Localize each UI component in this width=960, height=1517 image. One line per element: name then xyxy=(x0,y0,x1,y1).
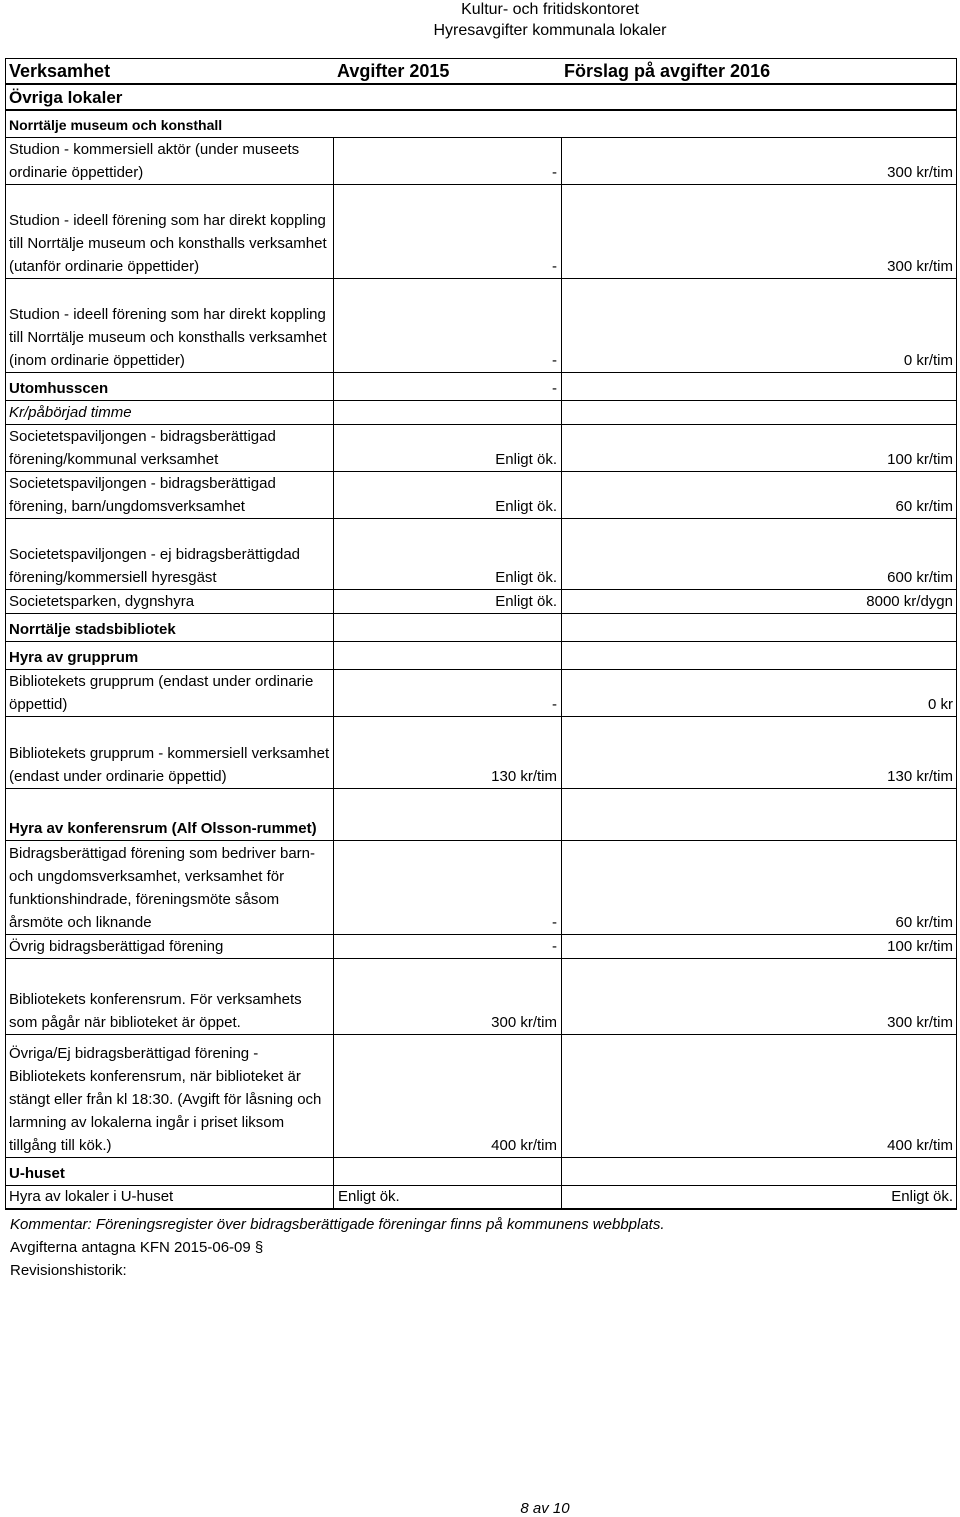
fee-2016: 0 kr/tim xyxy=(561,279,956,372)
fee-2016: Enligt ök. xyxy=(561,1186,956,1208)
table-row xyxy=(5,1186,957,1210)
fee-2016: 300 kr/tim xyxy=(561,959,956,1034)
fee-2015: - xyxy=(333,279,561,372)
table-row xyxy=(5,185,957,279)
fee-2016 xyxy=(561,401,956,424)
fee-2015 xyxy=(333,789,561,840)
fee-2016: 400 kr/tim xyxy=(561,1035,956,1157)
row-description: U-huset xyxy=(9,1165,65,1182)
fee-2015 xyxy=(333,642,561,669)
row-description: Hyra av grupprum xyxy=(9,649,139,666)
fee-2016 xyxy=(561,373,956,400)
table-row xyxy=(5,1035,957,1158)
table-row xyxy=(5,472,957,519)
fee-2015: - xyxy=(333,841,561,934)
column-header-forslag-2016: Förslag på avgifter 2016 xyxy=(564,61,771,81)
table-row xyxy=(5,84,957,110)
fee-2015 xyxy=(333,85,561,109)
office-name: Kultur- och fritidskontoret xyxy=(461,1,639,18)
column-header-verksamhet: Verksamhet xyxy=(9,61,111,81)
fee-2016 xyxy=(561,642,956,669)
table-row xyxy=(5,425,957,472)
fee-2015: Enligt ök. xyxy=(333,590,561,613)
fee-2016: 8000 kr/dygn xyxy=(561,590,956,613)
row-description: Övriga/Ej bidragsberättigad förening - Bibliotekets konferensrum, när biblioteket är stängt eller från kl 18:30. (Avgift för låsning och larmning av lokalerna ingår i priset liksom tillgång till kök.) xyxy=(9,1045,322,1154)
row-description: Kr/påbörjad timme xyxy=(9,404,132,421)
fee-2015 xyxy=(333,614,561,641)
row-description: Societetspaviljongen - bidragsberättigad förening, barn/ungdomsverksamhet xyxy=(9,475,276,515)
table-row xyxy=(5,1158,957,1186)
row-description: Societetspaviljongen - bidragsberättigad förening/kommunal verksamhet xyxy=(9,428,276,468)
table-row xyxy=(5,642,957,670)
fee-2016: 60 kr/tim xyxy=(561,841,956,934)
table-row xyxy=(5,110,957,138)
fee-2015: - xyxy=(333,935,561,958)
document-title: Hyresavgifter kommunala lokaler xyxy=(433,22,667,39)
table-row xyxy=(5,717,957,789)
fee-2015: Enligt ök. xyxy=(333,472,561,518)
fee-2016: 300 kr/tim xyxy=(561,185,956,278)
table-row xyxy=(5,841,957,935)
table-row xyxy=(5,959,957,1035)
fee-2015: - xyxy=(333,373,561,400)
adopted-text: Avgifterna antagna KFN 2015-06-09 § xyxy=(10,1239,264,1256)
fee-2016: 60 kr/tim xyxy=(561,472,956,518)
row-description: Bibliotekets grupprum - kommersiell verksamhet (endast under ordinarie öppettid) xyxy=(9,745,330,785)
fee-2015: 130 kr/tim xyxy=(333,717,561,788)
table-row xyxy=(5,401,957,425)
row-description: Societetsparken, dygnshyra xyxy=(9,593,195,610)
fee-2016 xyxy=(561,789,956,840)
row-description: Hyra av konferensrum (Alf Olsson-rummet) xyxy=(9,820,317,837)
table-row xyxy=(5,138,957,185)
table-row xyxy=(5,373,957,401)
row-description: Bidragsberättigad förening som bedriver barn- och ungdomsverksamhet, verksamhet för funktionshindrade, föreningsmöte såsom årsmöte och liknande xyxy=(9,845,315,931)
comment-text: Kommentar: Föreningsregister över bidragsberättigade föreningar finns på kommunens webbplats. xyxy=(10,1216,665,1233)
fee-2016: 100 kr/tim xyxy=(561,425,956,471)
row-description: Norrtälje stadsbibliotek xyxy=(9,621,176,638)
fee-2015: Enligt ök. xyxy=(333,519,561,589)
row-description: Norrtälje museum och konsthall xyxy=(9,117,223,133)
row-description: Bibliotekets grupprum (endast under ordinarie öppettid) xyxy=(9,673,314,713)
fee-2015: 400 kr/tim xyxy=(333,1035,561,1157)
fee-2015 xyxy=(333,1158,561,1185)
fee-2016 xyxy=(561,614,956,641)
fee-2015: - xyxy=(333,185,561,278)
table-row xyxy=(5,670,957,717)
table-body xyxy=(5,84,957,1210)
fee-2015 xyxy=(333,111,561,137)
fee-2016 xyxy=(561,85,956,109)
page-number: 8 av 10 xyxy=(520,1500,570,1517)
fee-2016: 130 kr/tim xyxy=(561,717,956,788)
table-row xyxy=(5,279,957,373)
fee-2016: 100 kr/tim xyxy=(561,935,956,958)
table-header-row xyxy=(5,58,957,84)
table-row xyxy=(5,519,957,590)
table-row xyxy=(5,614,957,642)
row-description: Studion - ideell förening som har direkt koppling till Norrtälje museum och konsthalls verksamhet (inom ordinarie öppettider) xyxy=(9,306,327,369)
table-row xyxy=(5,789,957,841)
fee-2015 xyxy=(333,401,561,424)
fee-2016: 600 kr/tim xyxy=(561,519,956,589)
row-description: Studion - kommersiell aktör (under museets ordinarie öppettider) xyxy=(9,141,300,181)
row-description: Övrig bidragsberättigad förening xyxy=(9,938,224,955)
fee-2015: Enligt ök. xyxy=(333,1186,561,1208)
fee-2015: 300 kr/tim xyxy=(333,959,561,1034)
column-header-avgifter-2015: Avgifter 2015 xyxy=(337,61,450,81)
row-description: Bibliotekets konferensrum. För verksamhets som pågår när biblioteket är öppet. xyxy=(9,991,302,1031)
fee-2016: 0 kr xyxy=(561,670,956,716)
table-row xyxy=(5,935,957,959)
row-description: Övriga lokaler xyxy=(9,88,123,107)
fee-2015: Enligt ök. xyxy=(333,425,561,471)
fee-2016: 300 kr/tim xyxy=(561,138,956,184)
fee-2016 xyxy=(561,1158,956,1185)
row-description: Societetspaviljongen - ej bidragsberättigdad förening/kommersiell hyresgäst xyxy=(9,546,301,586)
fee-2015: - xyxy=(333,670,561,716)
fee-2016 xyxy=(561,111,956,137)
row-description: Hyra av lokaler i U-huset xyxy=(9,1188,174,1205)
fee-2015: - xyxy=(333,138,561,184)
revision-history-label: Revisionshistorik: xyxy=(10,1262,127,1279)
table-row xyxy=(5,590,957,614)
row-description: Utomhusscen xyxy=(9,380,109,397)
row-description: Studion - ideell förening som har direkt koppling till Norrtälje museum och konsthalls verksamhet (utanför ordinarie öppettider) xyxy=(9,212,327,275)
fee-table xyxy=(5,58,957,1210)
